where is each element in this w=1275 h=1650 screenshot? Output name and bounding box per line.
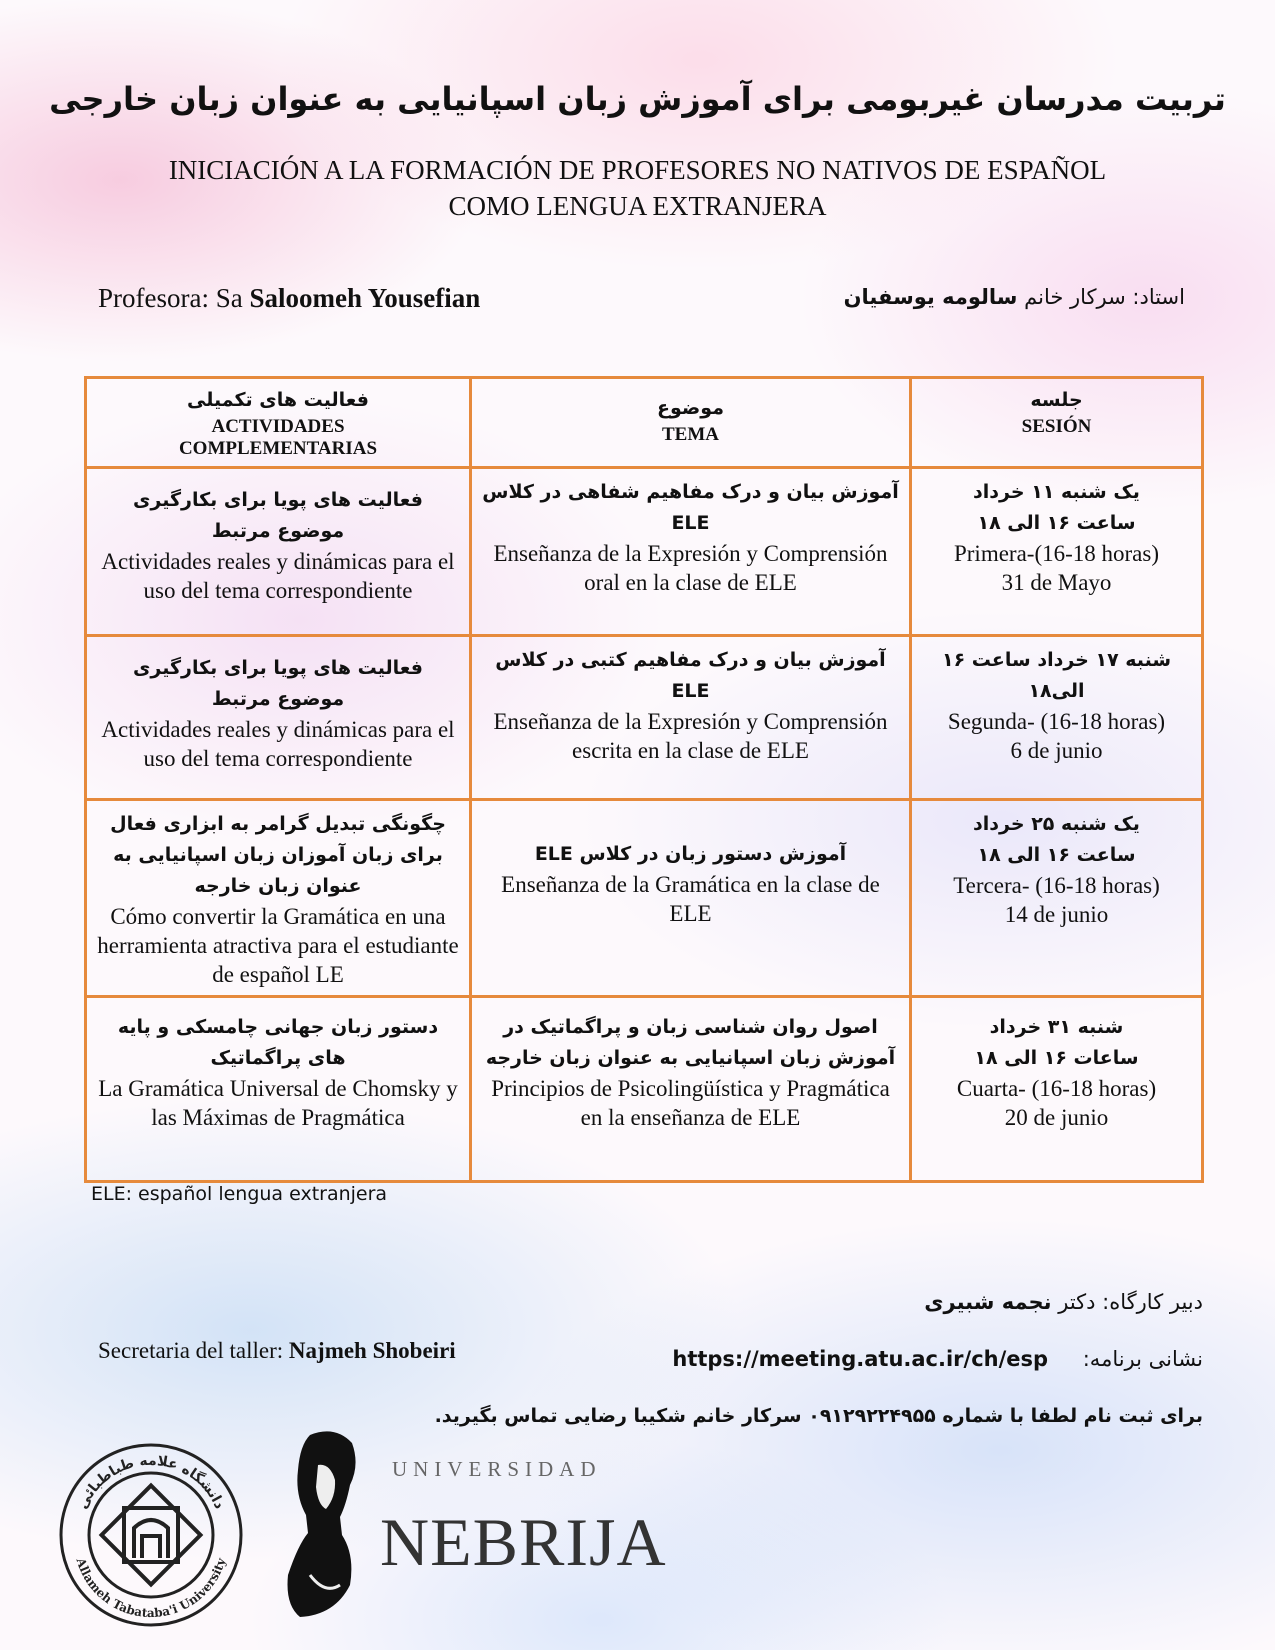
header-session — [911, 378, 1203, 468]
session-fa-2: ساعات ۱۶ الی ۱۸ — [974, 1047, 1139, 1069]
table-row — [86, 800, 1203, 997]
activity-es: Cómo convertir la Gramática en una herramienta atractiva para el estudiante de español LE — [97, 904, 459, 987]
activity-es: Actividades reales y dinámicas para el uso del tema correspondiente — [101, 549, 455, 603]
nebrija-portrait-icon — [280, 1425, 370, 1625]
table-row — [86, 997, 1203, 1182]
session-es-2: 6 de junio — [1010, 738, 1103, 763]
program-address — [672, 1347, 1203, 1371]
session-cell — [911, 468, 1203, 636]
session-fa-2: ساعت ۱۶ الی ۱۸ — [977, 844, 1136, 866]
session-fa-2: ساعت ۱۶ الی ۱۸ — [977, 512, 1136, 534]
secretary-spanish — [98, 1338, 456, 1364]
session-es-1: Cuarta- (16-18 horas) — [956, 1076, 1157, 1101]
atu-university-logo — [56, 1440, 246, 1630]
secretary-spanish-name: Najmeh Shobeiri — [288, 1338, 456, 1363]
session-es-2: 31 de Mayo — [1001, 570, 1112, 595]
table-row — [86, 636, 1203, 800]
header-activities — [86, 378, 471, 468]
topic-fa-ele: ELE — [671, 680, 710, 702]
session-fa-2: الی۱۸ — [1028, 680, 1085, 702]
title-spanish-line-1: INICIACIÓN A LA FORMACIÓN DE PROFESORES NO NATIVOS DE ESPAÑOL — [168, 155, 1107, 185]
activity-es: Actividades reales y dinámicas para el uso del tema correspondiente — [101, 717, 455, 771]
activity-fa: چگونگی تبدیل گرامر به ابزاری فعال برای زبان آموزان زبان اسپانیایی به عنوان زبان خارجه — [110, 813, 446, 897]
header-session-fa: جلسه — [1030, 389, 1083, 411]
activity-fa: فعالیت های پویا برای بکارگیری موضوع مرتبط — [133, 657, 423, 710]
topic-fa: اصول روان شناسی زبان و پراگماتیک در آموزش زبان اسپانیایی به عنوان زبان خارجه — [485, 1016, 896, 1069]
secretary-spanish-label: Secretaria del taller: — [98, 1338, 289, 1363]
session-fa-1: یک شنبه ۲۵ خرداد — [973, 813, 1140, 835]
topic-es: Enseñanza de la Gramática en la clase de ELE — [501, 872, 880, 926]
nebrija-university-logo — [280, 1415, 667, 1635]
professor-persian-label: استاد: سرکار خانم — [1017, 285, 1185, 309]
topic-es: Enseñanza de la Expresión y Comprensión escrita en la clase de ELE — [493, 709, 888, 763]
secretary-persian-label: دبیر کارگاه: دکتر — [1051, 1290, 1203, 1314]
nebrija-name-text: NEBRIJA — [380, 1504, 667, 1580]
topic-fa: آموزش بیان و درک مفاهیم شفاهی در کلاس — [482, 481, 899, 503]
session-es-2: 14 de junio — [1004, 902, 1109, 927]
topic-fa: آموزش دستور زبان در کلاس ELE — [534, 843, 847, 865]
secretary-persian-name: نجمه شبیری — [924, 1290, 1052, 1314]
header-activities-es-2: COMPLEMENTARIAS — [178, 438, 378, 459]
topic-fa-ele: ELE — [671, 512, 710, 534]
professor-persian-name: سالومه یوسفیان — [843, 285, 1018, 309]
professor-persian — [844, 285, 1185, 309]
topic-fa: آموزش بیان و درک مفاهیم کتبی در کلاس — [495, 649, 886, 671]
professor-spanish-label: Profesora: Sa — [98, 283, 250, 313]
table-header-row — [86, 378, 1203, 468]
activity-es: La Gramática Universal de Chomsky y las Máximas de Pragmática — [98, 1076, 458, 1130]
header-topic-es: TEMA — [662, 424, 719, 445]
session-fa-1: یک شنبه ۱۱ خرداد — [973, 481, 1140, 503]
topic-cell — [471, 997, 911, 1182]
header-topic — [471, 378, 911, 468]
title-spanish — [80, 152, 1195, 224]
session-fa-1: شنبه ۳۱ خرداد — [989, 1016, 1124, 1038]
header-activities-fa: فعالیت های تکمیلی — [187, 389, 369, 411]
session-cell — [911, 636, 1203, 800]
nebrija-universidad-text: UNIVERSIDAD — [392, 1457, 602, 1481]
program-address-label: نشانی برنامه: — [1082, 1347, 1203, 1371]
title-persian: تربیت مدرسان غیربومی برای آموزش زبان اسپانیایی به عنوان زبان خارجی — [49, 80, 1226, 118]
atu-arc-bottom-text: Allameh Tabataba'i University — [73, 1556, 229, 1621]
session-es-1: Tercera- (16-18 horas) — [953, 873, 1160, 898]
schedule-table — [84, 376, 1204, 1183]
activity-cell — [86, 997, 471, 1182]
session-es-2: 20 de junio — [1004, 1105, 1109, 1130]
session-cell — [911, 800, 1203, 997]
program-url-link[interactable]: https://meeting.atu.ac.ir/ch/esp — [672, 1347, 1049, 1371]
atu-arc-top-text: دانشگاه علامه طباطبائی — [74, 1452, 228, 1512]
header-activities-es-1: ACTIVIDADES — [211, 416, 345, 437]
secretary-persian — [924, 1290, 1203, 1314]
session-es-1: Segunda- (16-18 horas) — [947, 709, 1166, 734]
session-es-1: Primera-(16-18 horas) — [953, 541, 1159, 566]
activity-fa: دستور زبان جهانی چامسکی و پایه های پراگماتیک — [117, 1016, 439, 1069]
title-spanish-line-2: COMO LENGUA EXTRANJERA — [448, 191, 827, 221]
professor-spanish-name: Saloomeh Yousefian — [249, 283, 481, 313]
session-cell — [911, 997, 1203, 1182]
topic-es: Principios de Psicolingüística y Pragmática en la enseñanza de ELE — [491, 1076, 890, 1130]
header-session-es: SESIÓN — [1021, 416, 1092, 437]
activity-cell — [86, 468, 471, 636]
atu-emblem-icon — [102, 1486, 201, 1585]
activity-cell — [86, 636, 471, 800]
ele-footnote: ELE: español lengua extranjera — [91, 1183, 388, 1205]
topic-es: Enseñanza de la Expresión y Comprensión oral en la clase de ELE — [493, 541, 888, 595]
topic-cell — [471, 800, 911, 997]
topic-cell — [471, 468, 911, 636]
session-fa-1: شنبه ۱۷ خرداد ساعت ۱۶ — [941, 649, 1172, 671]
professor-spanish — [98, 283, 480, 314]
topic-cell — [471, 636, 911, 800]
table-row — [86, 468, 1203, 636]
header-topic-fa: موضوع — [657, 397, 724, 419]
registration-note: برای ثبت نام لطفا با شماره ۰۹۱۲۹۲۲۴۹۵۵ سرکار خانم شکیبا رضایی تماس بگیرید. — [434, 1405, 1203, 1427]
activity-cell — [86, 800, 471, 997]
activity-fa: فعالیت های پویا برای بکارگیری موضوع مرتبط — [133, 489, 423, 542]
